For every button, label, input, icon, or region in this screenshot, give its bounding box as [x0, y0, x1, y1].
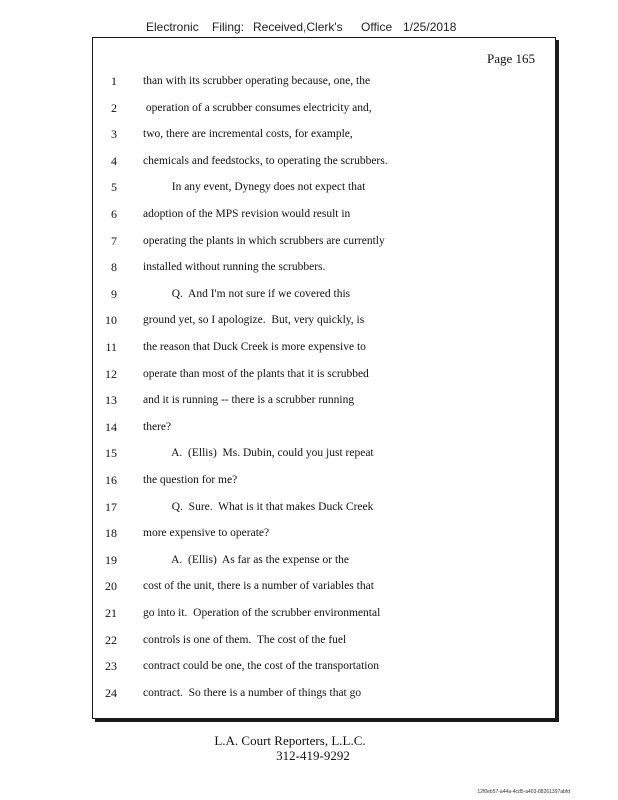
transcript-line: [93, 471, 555, 489]
line-number: 12: [105, 366, 117, 381]
line-text: A. (Ellis) As far as the expense or the: [143, 553, 349, 566]
line-text: the reason that Duck Creek is more expensive to: [143, 341, 366, 353]
transcript-line: [93, 444, 555, 462]
transcript-line: [93, 577, 555, 595]
line-text: Q. Sure. What is it that makes Duck Creek: [143, 500, 374, 513]
transcript-line: [93, 232, 555, 250]
line-text: the question for me?: [143, 474, 238, 486]
transcript-line: [93, 604, 555, 622]
line-text: than with its scrubber operating because, one, the: [143, 75, 371, 87]
transcript-line: [93, 391, 555, 409]
line-number: 23: [105, 659, 117, 674]
line-number: 21: [105, 606, 117, 620]
filing-header-part: Received,Clerk's: [253, 20, 343, 34]
transcript-line: [93, 338, 555, 356]
line-number: 10: [105, 313, 117, 328]
transcript-line: [93, 524, 555, 542]
line-text: contract could be one, the cost of the transportation: [143, 660, 379, 673]
transcript-line: [93, 657, 555, 675]
line-number: 9: [111, 286, 117, 301]
line-text: cost of the unit, there is a number of variables that: [143, 580, 374, 593]
transcript-line: [93, 498, 555, 516]
line-number: 19: [105, 552, 117, 567]
line-text: Q. And I'm not sure if we covered this: [143, 287, 351, 300]
line-text: operating the plants in which scrubbers are currently: [143, 234, 385, 247]
line-text: ground yet, so I apologize. But, very quickly, is: [143, 314, 365, 327]
line-text: and it is running -- there is a scrubber running: [143, 394, 355, 407]
transcript-line: [93, 258, 555, 276]
line-text: In any event, Dynegy does not expect that: [143, 181, 366, 194]
line-number: 11: [105, 340, 117, 354]
line-text: installed without running the scrubbers.: [143, 261, 326, 274]
page-number: Page 165: [486, 51, 535, 66]
line-number: 14: [105, 419, 117, 434]
transcript-line: [93, 125, 555, 143]
transcript-line: [93, 631, 555, 649]
line-text: there?: [143, 420, 172, 433]
transcript-line: [93, 365, 555, 383]
document-id: 12f0eb57-a44a-4cd5-a403-88261397abfd: [477, 789, 570, 795]
line-text: go into it. Operation of the scrubber environmental: [143, 607, 381, 619]
line-number: 20: [105, 579, 117, 594]
line-number: 16: [105, 473, 117, 487]
line-number: 15: [105, 446, 117, 461]
transcript-line: [93, 152, 555, 170]
line-number: 17: [105, 499, 117, 514]
line-text: operation of a scrubber consumes electricity and,: [143, 101, 372, 114]
filing-header-part: Filing:: [212, 20, 245, 34]
transcript-line: [93, 311, 555, 329]
court-reporter-name: L.A. Court Reporters, L.L.C.: [214, 733, 366, 748]
line-number: 13: [105, 393, 117, 408]
line-text: more expensive to operate?: [143, 527, 270, 540]
transcript-line: [93, 684, 555, 702]
transcript-line: [93, 418, 555, 436]
filing-header-part: Office: [361, 20, 393, 34]
line-text: adoption of the MPS revision would result in: [143, 208, 351, 220]
line-text: chemicals and feedstocks, to operating the scrubbers.: [143, 154, 388, 167]
line-number: 8: [111, 260, 117, 275]
line-number: 24: [105, 685, 117, 700]
line-number: 7: [111, 233, 117, 248]
line-number: 2: [111, 100, 117, 115]
transcript-line: [93, 551, 555, 569]
court-reporter-phone: 312-419-9292: [276, 748, 350, 763]
transcript-page: [92, 37, 556, 719]
filing-header-date: 1/25/2018: [403, 20, 457, 34]
line-number: 22: [105, 632, 117, 647]
transcript-line: [93, 72, 555, 90]
line-number: 18: [105, 526, 117, 541]
line-number: 6: [111, 207, 117, 221]
transcript-line: [93, 178, 555, 196]
line-number: 3: [111, 127, 117, 142]
line-number: 4: [111, 153, 117, 168]
transcript-line: [93, 205, 555, 223]
transcript-line: [93, 285, 555, 303]
transcript-line: [93, 99, 555, 117]
line-text: contract. So there is a number of things that go: [143, 686, 362, 699]
line-text: two, there are incremental costs, for example,: [143, 128, 353, 141]
line-number: 5: [111, 180, 117, 195]
line-text: controls is one of them. The cost of the fuel: [143, 633, 347, 646]
line-text: operate than most of the plants that it is scrubbed: [143, 367, 369, 380]
line-text: A. (Ellis) Ms. Dubin, could you just repeat: [143, 447, 374, 460]
line-number: 1: [111, 74, 117, 88]
filing-header-part: Electronic: [146, 20, 199, 34]
